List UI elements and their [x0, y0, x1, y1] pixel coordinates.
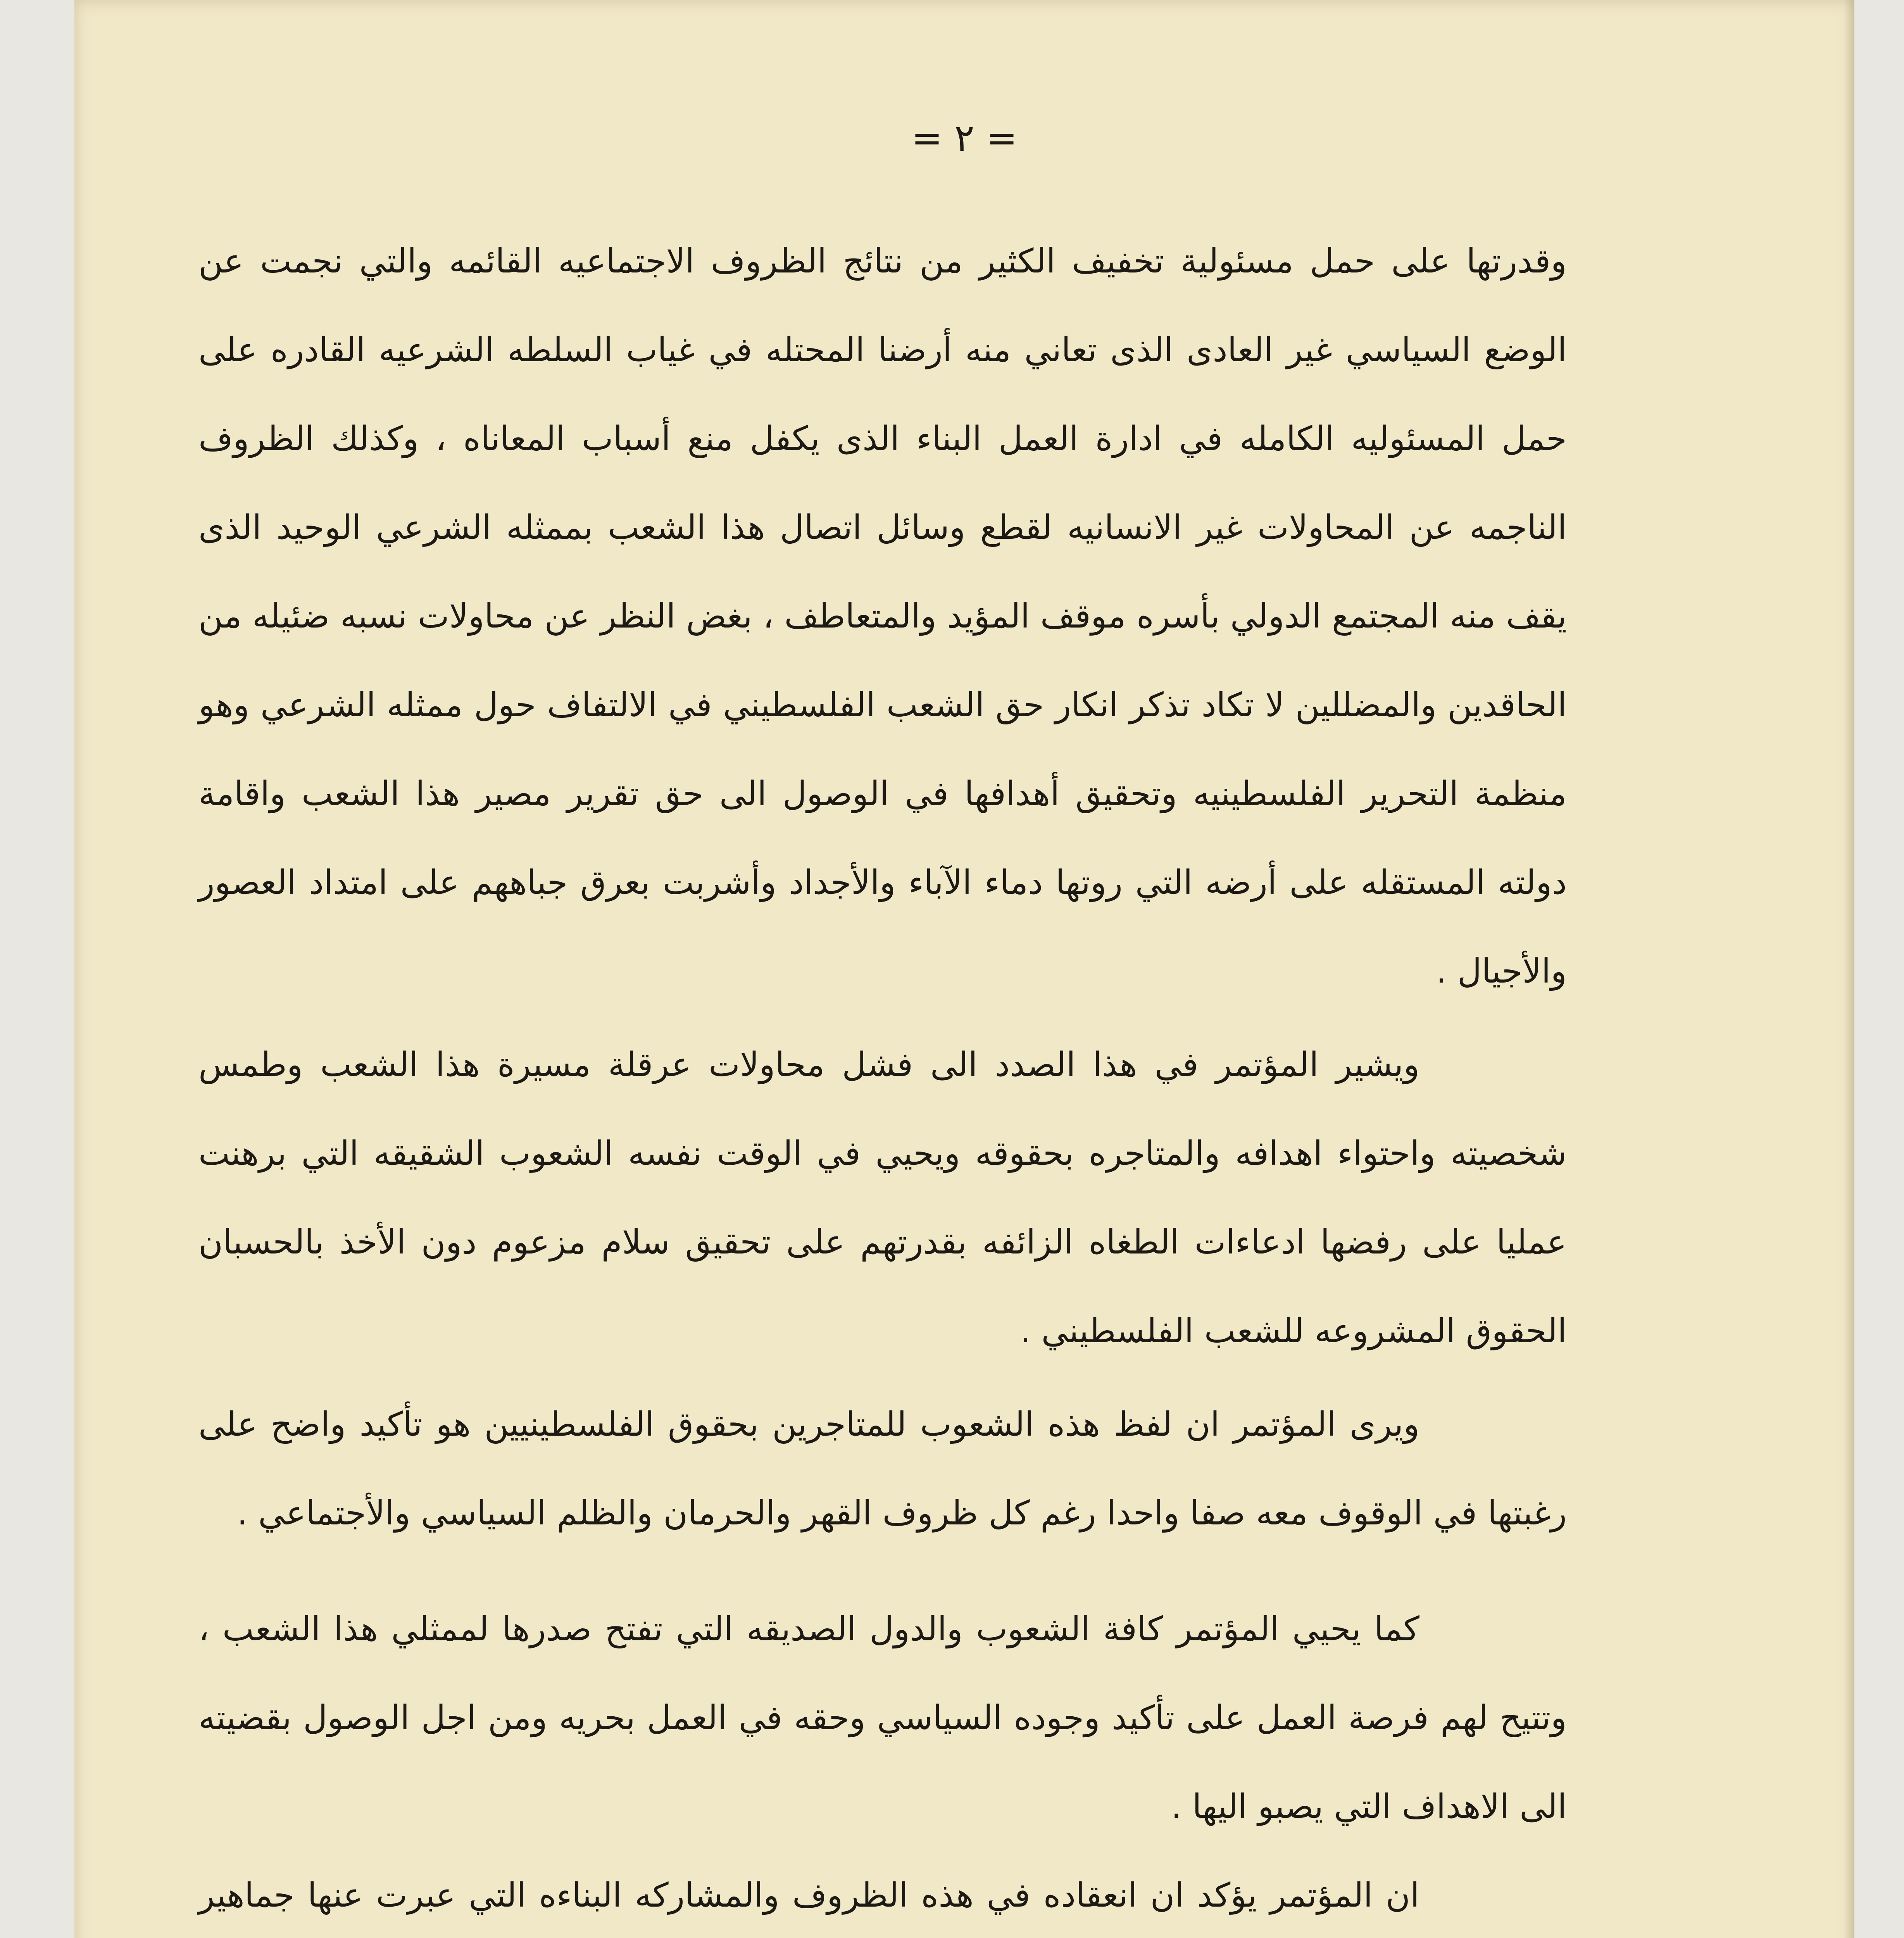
- page-edge-shadow: [1844, 0, 1854, 1938]
- body-text: [198, 217, 1567, 1938]
- document-page: [74, 0, 1854, 1938]
- paragraph-2: ويشير المؤتمر في هذا الصدد الى فشل محاولات عرقلة مسيرة هذا الشعب وطمس شخصيته واحتواء اهدافه والمتاجره بحقوقه ويحيي في الوقت نفسه الشعوب الشقيقه التي برهنت عمليا على رفضها ادعاءات الطغاه الزائفه بقدرتهم على تحقيق سلام مزعوم دون الأخذ بالحسبان الحقوق المشروعه للشعب الفلسطيني .: [198, 1045, 1567, 1350]
- paragraph-5: ان المؤتمر يؤكد ان انعقاده في هذه الظروف والمشاركه البناءه التي عبرت عنها جماهير: [198, 1876, 1419, 1915]
- paragraph-1: وقدرتها على حمل مسئولية تخفيف الكثير من نتائج الظروف الاجتماعيه القائمه والتي نجمت عن الوضع السياسي غير العادى الذى تعاني منه أرضنا المحتله في غياب السلطه الشرعيه القادره على حمل المسئوليه الكامله في ادارة العمل البناء الذى يكفل منع أسباب المعاناه ، وكذلك الظروف الناجمه عن المحاولات غير الانسانيه لقطع وسائل اتصال هذا الشعب بممثله الشرعي الوحيد الذى يقف منه المجتمع الدولي بأسره موقف المؤيد والمتعاطف ، بغض النظر عن محاولات نسبه ضئيله من الحاقدين والمضللين لا تكاد تذكر انكار حق الشعب الفلسطيني في الالتفاف حول ممثله الشرعي وهو منظمة التحرير الفلسطينيه وتحقيق أهدافها في الوصول الى حق تقرير مصير هذا الشعب واقامة دولته المستقله على أرضه التي روتها دماء الآباء والأجداد وأشربت بعرق جباههم على امتداد العصور والأجيال .: [198, 242, 1567, 991]
- paragraph-3: ويرى المؤتمر ان لفظ هذه الشعوب للمتاجرين بحقوق الفلسطينيين هو تأكيد واضح على رغبتها في الوقوف معه صفا واحدا رغم كل ظروف القهر والحرمان والظلم السياسي والأجتماعي .: [198, 1405, 1567, 1533]
- page-number: = ٢ =: [911, 116, 1018, 160]
- paragraph-4: كما يحيي المؤتمر كافة الشعوب والدول الصديقه التي تفتح صدرها لممثلي هذا الشعب ، وتتيح لهم فرصة العمل على تأكيد وجوده السياسي وحقه في العمل بحريه ومن اجل الوصول بقضيته الى الاهداف التي يصبو اليها .: [198, 1610, 1567, 1826]
